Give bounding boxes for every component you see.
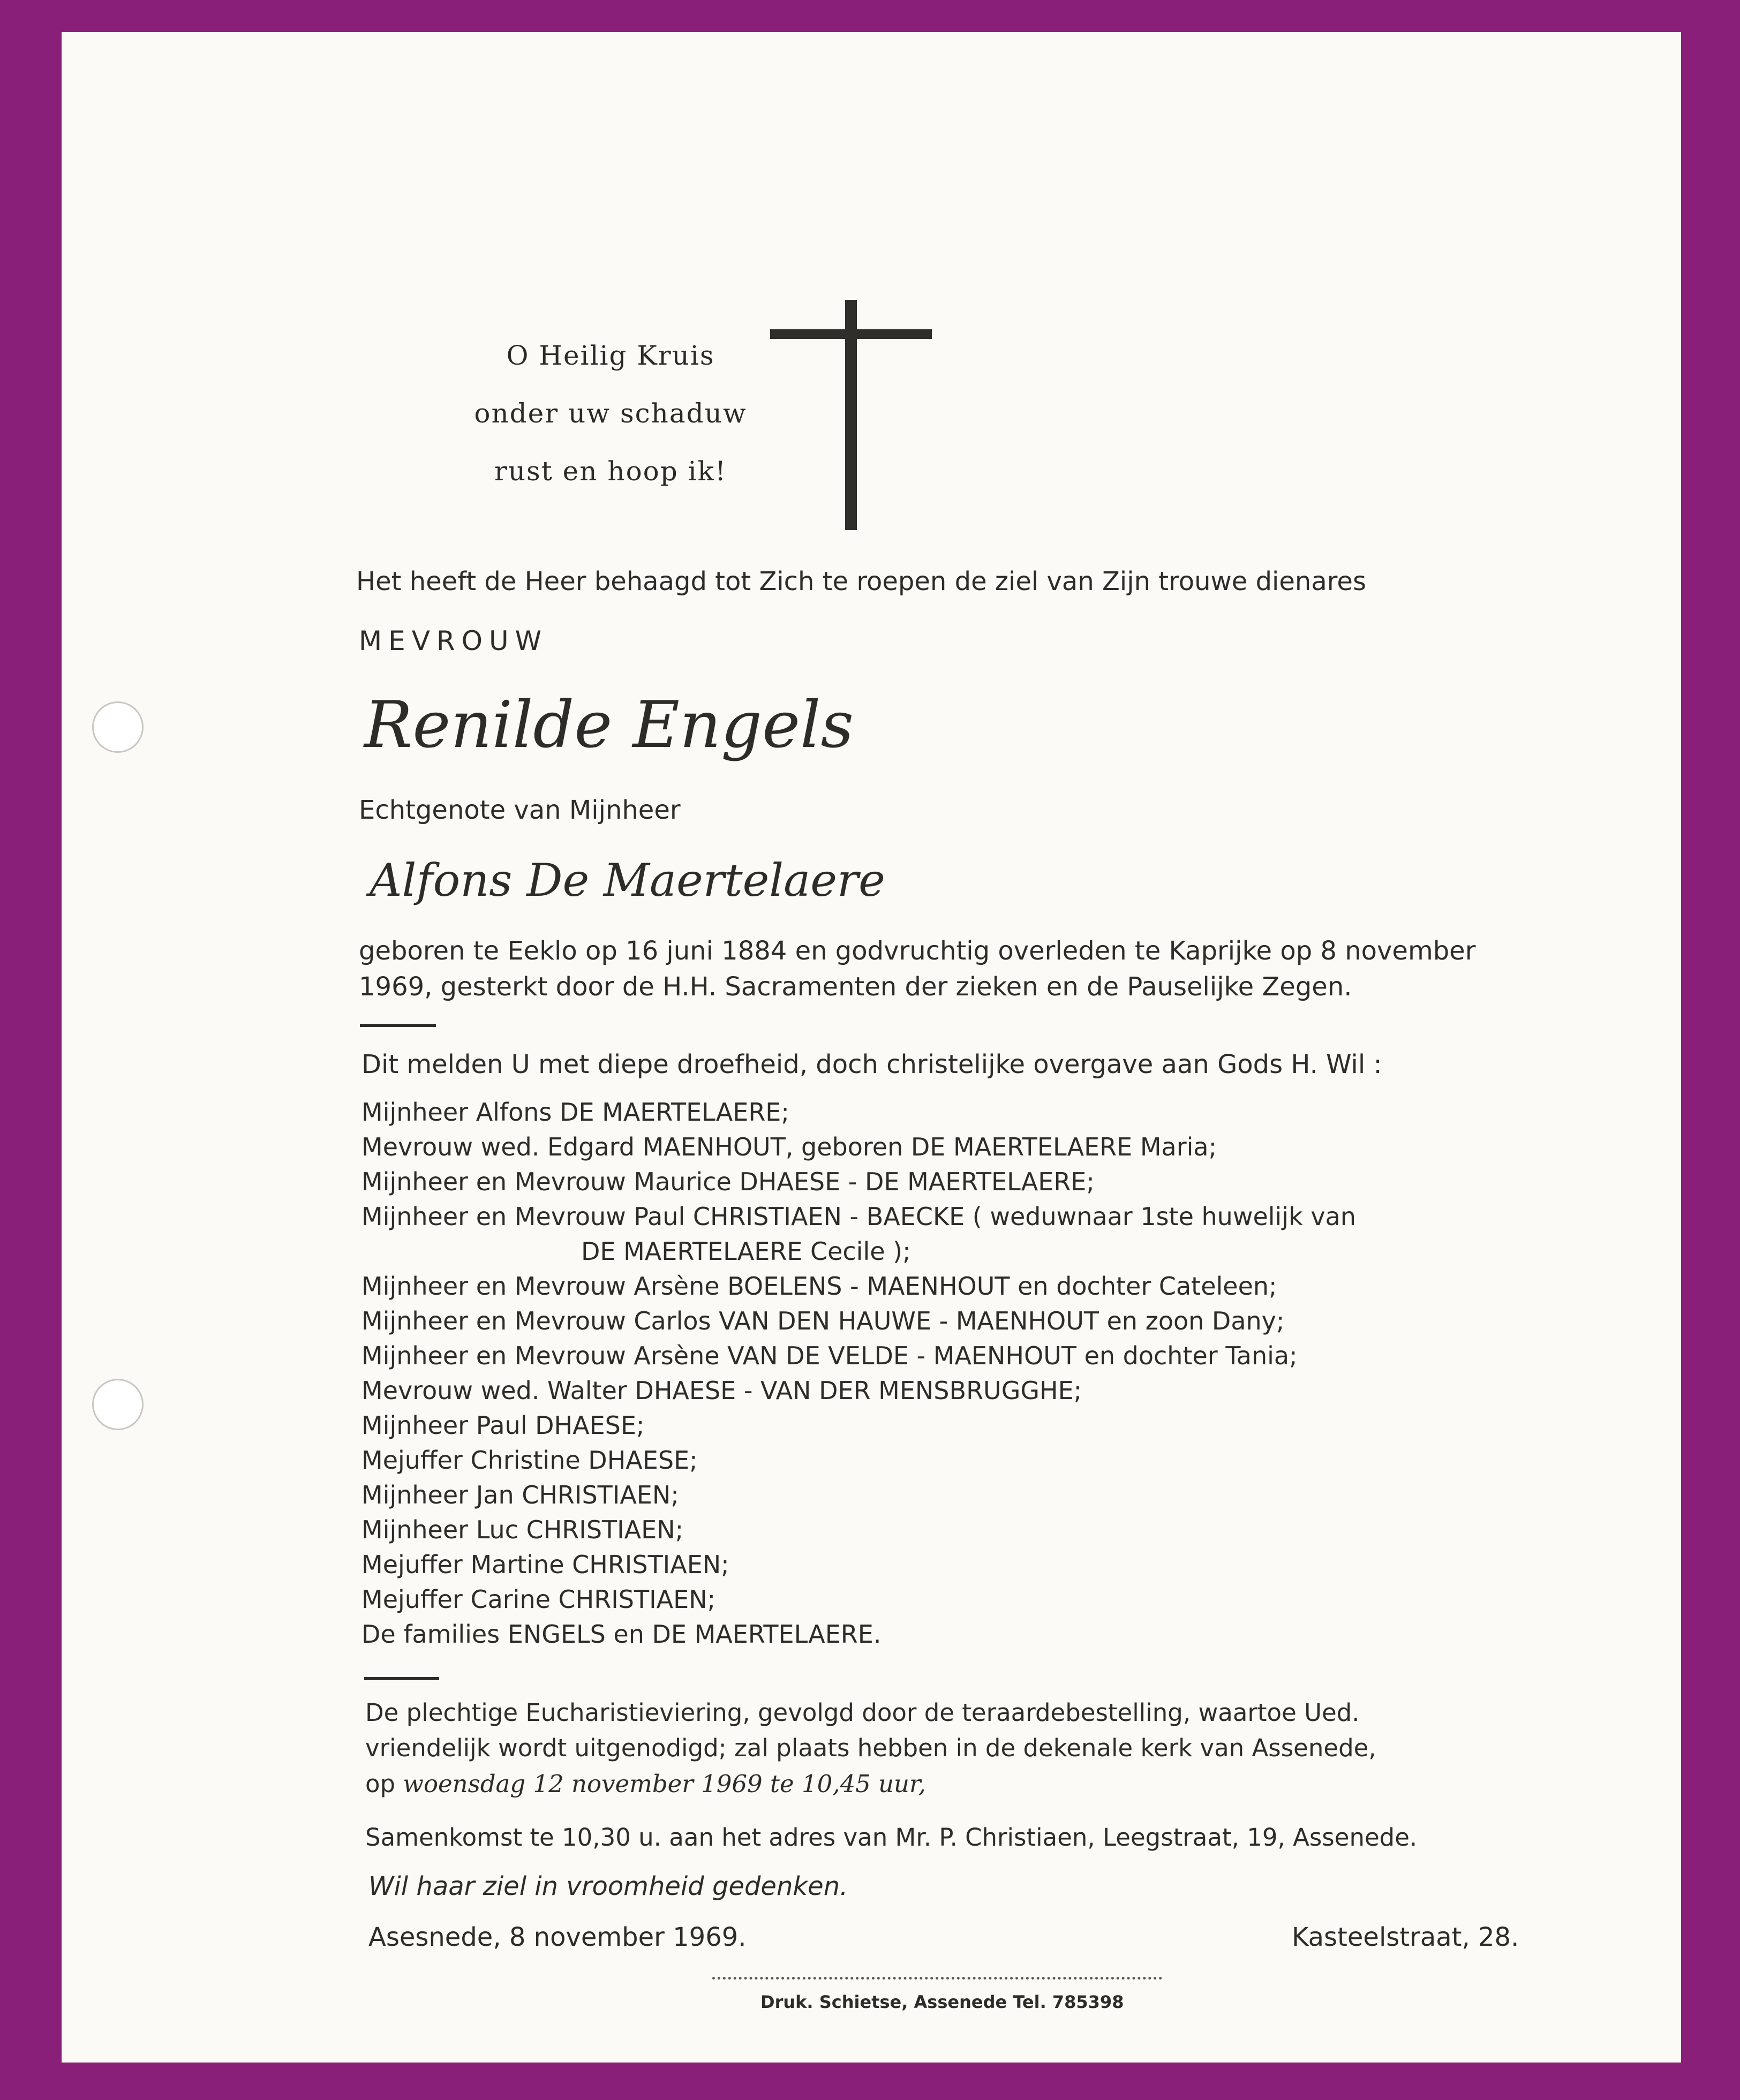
list-item: Mijnheer Jan CHRISTIAEN; <box>361 1480 679 1509</box>
place-date: Asesnede, 8 november 1969. <box>368 1922 747 1952</box>
purple-border-left <box>0 0 62 2100</box>
divider-2 <box>364 1677 439 1680</box>
list-item: Mijnheer en Mevrouw Arsène BOELENS - MAENHOUT en dochter Cateleen; <box>361 1272 1277 1301</box>
spouse-name: Alfons De Maertelaere <box>370 854 885 907</box>
list-item: Mejuffer Christine DHAESE; <box>361 1446 698 1475</box>
purple-border-bottom <box>0 2063 1740 2100</box>
list-item: DE MAERTELAERE Cecile ); <box>581 1237 911 1266</box>
list-item: Mijnheer en Mevrouw Arsène VAN DE VELDE - MAENHOUT en dochter Tania; <box>361 1341 1298 1370</box>
birth-death-line-1: geboren te Eeklo op 16 juni 1884 en godvruchtig overleden te Kaprijke op 8 november <box>359 936 1476 966</box>
divider-1 <box>360 1024 436 1027</box>
list-item: Mijnheer en Mevrouw Paul CHRISTIAEN - BAECKE ( weduwnaar 1ste huwelijk van <box>361 1202 1356 1231</box>
prayer-line-2: onder uw schaduw <box>474 398 747 429</box>
ceremony-line-2: vriendelijk wordt uitgenodigd; zal plaats hebben in de dekenale kerk van Assenede, <box>365 1734 1376 1762</box>
punch-hole-top <box>92 701 144 753</box>
punch-hole-bottom <box>92 1379 144 1430</box>
prayer-verse <box>461 327 760 500</box>
list-item: Mijnheer Alfons DE MAERTELAERE; <box>361 1098 789 1127</box>
announcement-text: Dit melden U met diepe droefheid, doch christelijke overgave aan Gods H. Wil : <box>361 1049 1382 1079</box>
list-item: Mijnheer Luc CHRISTIAEN; <box>361 1515 684 1544</box>
ceremony-line-3 <box>365 1770 926 1798</box>
ceremony-line-1: De plechtige Eucharistieviering, gevolgd door de teraardebestelling, waartoe Ued. <box>365 1698 1360 1727</box>
list-item: Mijnheer en Mevrouw Maurice DHAESE - DE MAERTELAERE; <box>361 1167 1095 1196</box>
purple-border-right <box>1681 0 1740 2100</box>
ceremony-date-time: woensdag 12 november 1969 te 10,45 uur, <box>403 1770 926 1798</box>
printer-credit: Druk. Schietse, Assenede Tel. 785398 <box>760 1992 1124 2012</box>
address: Kasteelstraat, 28. <box>1292 1922 1519 1952</box>
list-item: Mejuffer Carine CHRISTIAEN; <box>361 1585 716 1614</box>
list-item: Mejuffer Martine CHRISTIAEN; <box>361 1550 729 1579</box>
intro-text: Het heeft de Heer behaagd tot Zich te roepen de ziel van Zijn trouwe dienares <box>356 566 1366 596</box>
title-word: MEVROUW <box>359 625 548 656</box>
gathering-text: Samenkomst te 10,30 u. aan het adres van Mr. P. Christiaen, Leegstraat, 19, Assenede. <box>365 1823 1418 1852</box>
spouse-intro: Echtgenote van Mijnheer <box>359 795 681 825</box>
ceremony-prefix: op <box>365 1770 396 1798</box>
family-list <box>361 1095 1356 1652</box>
purple-border-top <box>0 0 1740 32</box>
prayer-line-3: rust en hoop ik! <box>494 456 727 487</box>
birth-death-line-2: 1969, gesterkt door de H.H. Sacramenten der zieken en de Pauselijke Zegen. <box>359 972 1352 1002</box>
list-item: Mevrouw wed. Edgard MAENHOUT, geboren DE MAERTELAERE Maria; <box>361 1132 1217 1161</box>
prayer-line-1: O Heilig Kruis <box>506 340 715 371</box>
list-item: Mevrouw wed. Walter DHAESE - VAN DER MENSBRUGGHE; <box>361 1376 1082 1405</box>
list-item: Mijnheer en Mevrouw Carlos VAN DEN HAUWE - MAENHOUT en zoon Dany; <box>361 1306 1285 1335</box>
deceased-name: Renilde Engels <box>364 688 854 762</box>
list-item: Mijnheer Paul DHAESE; <box>361 1411 645 1440</box>
list-item: De families ENGELS en DE MAERTELAERE. <box>361 1620 882 1649</box>
closing-prayer: Wil haar ziel in vroomheid gedenken. <box>368 1871 848 1901</box>
printer-divider <box>712 1977 1162 1980</box>
